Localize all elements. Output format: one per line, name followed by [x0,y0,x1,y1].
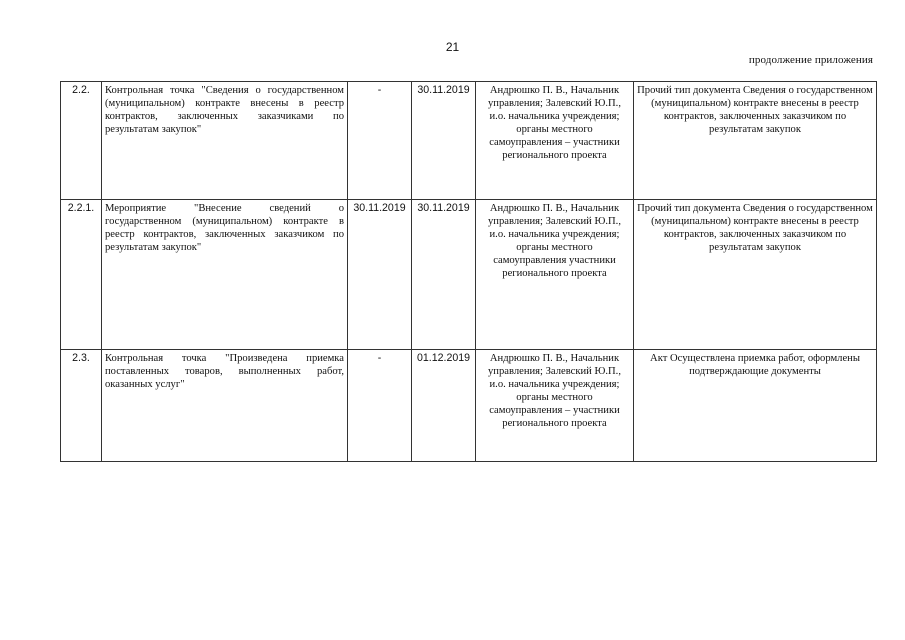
item-name: Мероприятие "Внесение сведений о государственном (муниципальном) контракте в реестр контрактов, заключенных заказчиком по результатам закупок" [102,200,348,350]
row-number: 2.3. [61,350,102,462]
result-document: Акт Осуществлена приемка работ, оформлены подтверждающие документы [634,350,877,462]
row-number: 2.2. [61,82,102,200]
continuation-note: продолжение приложения [748,54,873,66]
end-date: 30.11.2019 [412,82,476,200]
end-date: 30.11.2019 [412,200,476,350]
result-document: Прочий тип документа Сведения о государственном (муниципальном) контракте внесены в реестр контрактов, заключенных заказчиком по результатам закупок [634,200,877,350]
start-date: 30.11.2019 [348,200,412,350]
page-number: 21 [445,40,460,54]
start-date: - [348,350,412,462]
end-date: 01.12.2019 [412,350,476,462]
table-row [61,350,877,462]
table-row [61,82,877,200]
responsible: Андрюшко П. В., Начальник управления; Залевский Ю.П., и.о. начальника учреждения; органы местного самоуправления участники регионального проекта [476,200,634,350]
item-name: Контрольная точка "Произведена приемка поставленных товаров, выполненных работ, оказанных услуг" [102,350,348,462]
responsible: Андрюшко П. В., Начальник управления; Залевский Ю.П., и.о. начальника учреждения; органы местного самоуправления – участники регионального проекта [476,350,634,462]
responsible: Андрюшко П. В., Начальник управления; Залевский Ю.П., и.о. начальника учреждения; органы местного самоуправления – участники регионального проекта [476,82,634,200]
project-plan-table [60,81,877,462]
table-row [61,200,877,350]
start-date: - [348,82,412,200]
item-name: Контрольная точка "Сведения о государственном (муниципальном) контракте внесены в реестр контрактов, заключенных заказчиками по результатам закупок" [102,82,348,200]
row-number: 2.2.1. [61,200,102,350]
result-document: Прочий тип документа Сведения о государственном (муниципальном) контракте внесены в реестр контрактов, заключенных заказчиком по результатам закупок [634,82,877,200]
